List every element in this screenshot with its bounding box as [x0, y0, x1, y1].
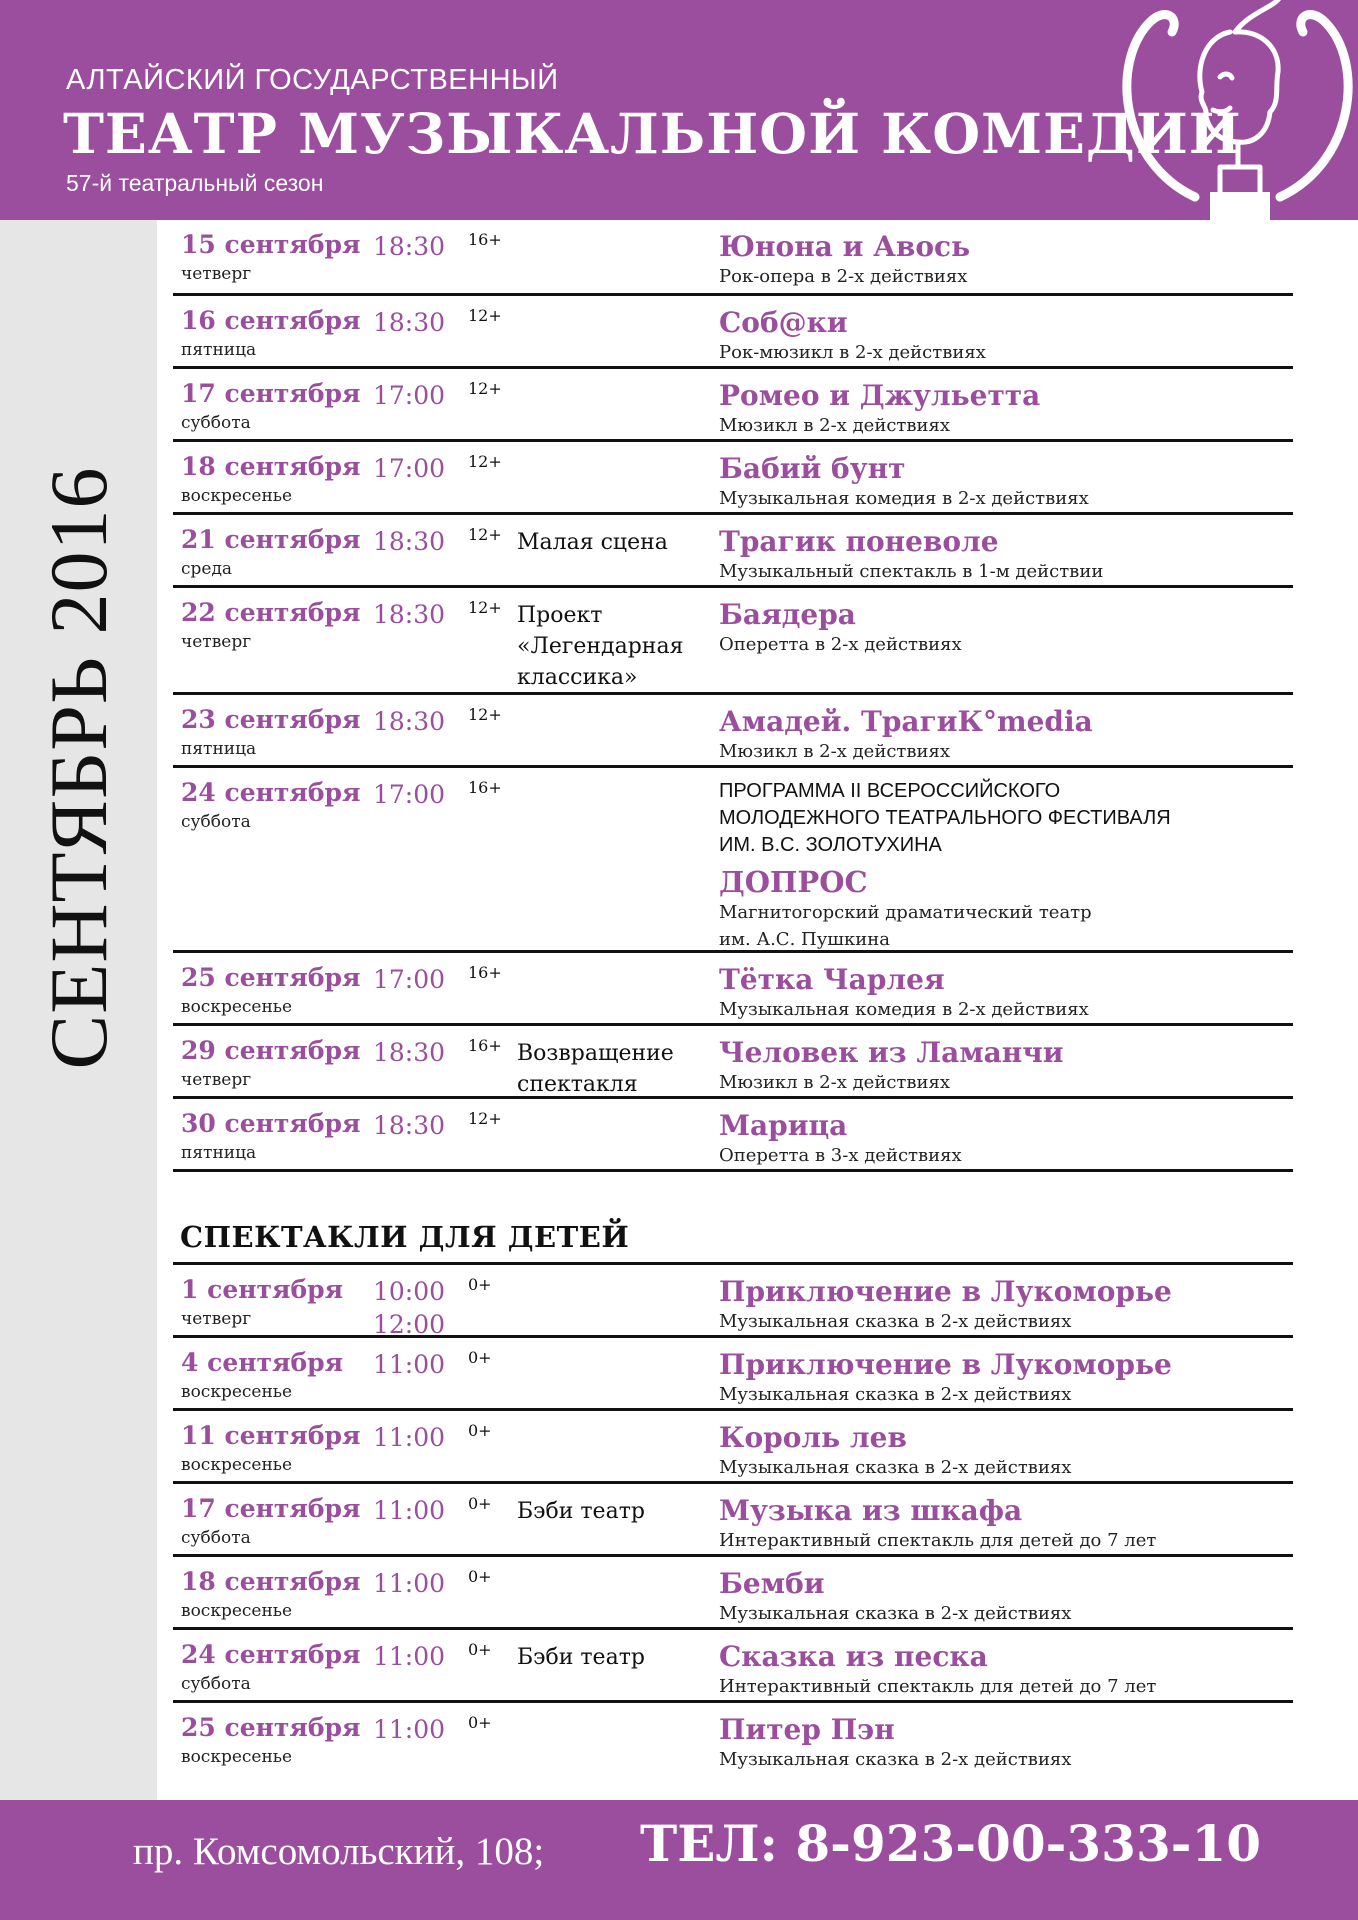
event-title: Бабий бунт [719, 452, 906, 485]
event-date: 1 сентября [181, 1275, 344, 1304]
event-date: 21 сентября [181, 525, 361, 554]
event-description: Оперетта в 3-х действиях [719, 1145, 962, 1166]
kids-event-row [173, 1338, 1293, 1411]
age-rating: 0+ [468, 1348, 492, 1367]
event-row [173, 296, 1293, 369]
event-weekday: воскресенье [181, 1382, 293, 1402]
event-weekday: четверг [181, 632, 252, 652]
event-date: 25 сентября [181, 963, 361, 992]
event-description: Музыкальная комедия в 2-х действиях [719, 488, 1089, 509]
event-description: Музыкальная сказка в 2-х действиях [719, 1311, 1072, 1332]
age-rating: 0+ [468, 1567, 492, 1586]
event-description-line2: им. А.С. Пушкина [719, 929, 891, 950]
event-row [173, 588, 1293, 695]
event-time: 11:00 [373, 1496, 446, 1525]
event-description: Мюзикл в 2-х действиях [719, 1072, 950, 1093]
event-description: Музыкальная сказка в 2-х действиях [719, 1749, 1072, 1770]
event-description: Музыкальный спектакль в 1-м действии [719, 561, 1104, 582]
program-line: ПРОГРАММА II ВСЕРОССИЙСКОГО [719, 780, 1061, 802]
age-rating: 12+ [468, 598, 502, 617]
event-venue: Бэби театр [517, 1645, 645, 1670]
age-rating: 12+ [468, 306, 502, 325]
event-title: Музыка из шкафа [719, 1494, 1023, 1527]
event-date: 17 сентября [181, 379, 361, 408]
age-rating: 12+ [468, 705, 502, 724]
event-description: Рок-мюзикл в 2-х действиях [719, 342, 986, 363]
event-row [173, 768, 1293, 953]
age-rating: 16+ [468, 230, 502, 249]
event-time: 18:30 [373, 1038, 446, 1067]
event-title: Соб@ки [719, 306, 848, 339]
event-title: Амадей. ТрагиК°media [719, 705, 1093, 738]
event-time: 18:30 [373, 232, 446, 261]
event-weekday: воскресенье [181, 1747, 293, 1767]
event-title: Тётка Чарлея [719, 963, 945, 996]
age-rating: 16+ [468, 778, 502, 797]
event-time: 11:00 [373, 1642, 446, 1671]
program-line: ИМ. В.С. ЗОЛОТУХИНА [719, 834, 942, 856]
event-date: 29 сентября [181, 1036, 361, 1065]
event-weekday: четверг [181, 264, 252, 284]
event-time: 17:00 [373, 965, 446, 994]
event-description: Оперетта в 2-х действиях [719, 634, 962, 655]
age-rating: 0+ [468, 1640, 492, 1659]
event-title: Король лев [719, 1421, 907, 1454]
event-date: 25 сентября [181, 1713, 361, 1742]
kids-event-row [173, 1484, 1293, 1557]
event-date: 30 сентября [181, 1109, 361, 1138]
theatre-subtitle: АЛТАЙСКИЙ ГОСУДАРСТВЕННЫЙ [66, 64, 559, 96]
age-rating: 0+ [468, 1494, 492, 1513]
festival-program [719, 778, 1293, 953]
event-weekday: четверг [181, 1309, 252, 1329]
month-label: СЕНТЯБРЬ 2016 [33, 466, 124, 1070]
month-sidebar [0, 220, 157, 1800]
event-title: Марица [719, 1109, 848, 1142]
event-date: 23 сентября [181, 705, 361, 734]
age-rating: 12+ [468, 1109, 502, 1128]
event-time: 17:00 [373, 780, 446, 809]
event-description: Музыкальная комедия в 2-х действиях [719, 999, 1089, 1020]
event-row [173, 695, 1293, 768]
event-time: 11:00 [373, 1715, 446, 1744]
event-description: Музыкальная сказка в 2-х действиях [719, 1457, 1072, 1478]
event-row [173, 220, 1293, 296]
event-description: Магнитогорский драматический театр [719, 902, 1092, 923]
event-time: 11:00 [373, 1423, 446, 1452]
event-time: 18:30 [373, 707, 446, 736]
event-time: 11:00 [373, 1350, 446, 1379]
event-weekday: пятница [181, 1143, 257, 1163]
season-label: 57-й театральный сезон [66, 170, 324, 196]
phone-number: ТЕЛ: 8-923-00-333-10 [640, 1814, 1262, 1873]
event-time: 18:30 [373, 600, 446, 629]
event-row [173, 442, 1293, 515]
event-date: 24 сентября [181, 1640, 361, 1669]
event-time: 18:30 [373, 1111, 446, 1140]
event-time: 18:30 [373, 308, 446, 337]
age-rating: 0+ [468, 1421, 492, 1440]
event-time: 18:30 [373, 527, 446, 556]
event-title: Питер Пэн [719, 1713, 895, 1746]
age-rating: 16+ [468, 963, 502, 982]
event-time-1: 10:00 [373, 1277, 446, 1306]
event-title: ДОПРОС [719, 865, 868, 899]
event-weekday: воскресенье [181, 1455, 293, 1475]
event-weekday: среда [181, 559, 233, 579]
event-date: 18 сентября [181, 1567, 361, 1596]
event-title: Приключение в Лукоморье [719, 1275, 1172, 1308]
lyre-mask-logo-icon [1110, 0, 1358, 220]
event-row [173, 1026, 1293, 1099]
event-title: Бемби [719, 1567, 825, 1600]
kids-event-row [173, 1411, 1293, 1484]
event-title: Трагик поневоле [719, 525, 999, 558]
event-description: Мюзикл в 2-х действиях [719, 415, 950, 436]
event-weekday: воскресенье [181, 997, 293, 1017]
event-description: Мюзикл в 2-х действиях [719, 741, 950, 762]
event-date: 17 сентября [181, 1494, 361, 1523]
event-row [173, 515, 1293, 588]
event-title: Человек из Ламанчи [719, 1036, 1064, 1069]
event-weekday: пятница [181, 739, 257, 759]
event-weekday: суббота [181, 1674, 251, 1694]
age-rating: 12+ [468, 452, 502, 471]
theatre-address: пр. Комсомольский, 108; [133, 1830, 545, 1873]
event-date: 24 сентября [181, 778, 361, 807]
age-rating: 0+ [468, 1713, 492, 1732]
event-description: Интерактивный спектакль для детей до 7 лет [719, 1530, 1157, 1551]
age-rating: 16+ [468, 1036, 502, 1055]
event-weekday: суббота [181, 1528, 251, 1548]
event-description: Музыкальная сказка в 2-х действиях [719, 1384, 1072, 1405]
event-time: 17:00 [373, 381, 446, 410]
event-date: 18 сентября [181, 452, 361, 481]
event-weekday: четверг [181, 1070, 252, 1090]
event-title: Приключение в Лукоморье [719, 1348, 1172, 1381]
kids-event-row [173, 1265, 1293, 1338]
kids-event-row [173, 1557, 1293, 1630]
event-venue: Бэби театр [517, 1499, 645, 1524]
event-venue: Возвращение спектакля [517, 1041, 674, 1097]
event-description: Музыкальная сказка в 2-х действиях [719, 1603, 1072, 1624]
event-venue: Проект «Легендарная классика» [517, 603, 684, 690]
event-time: 11:00 [373, 1569, 446, 1598]
event-title: Сказка из песка [719, 1640, 988, 1673]
event-time-2: 12:00 [373, 1310, 446, 1339]
footer-banner [0, 1800, 1358, 1920]
kids-section-heading: СПЕКТАКЛИ ДЛЯ ДЕТЕЙ [180, 1220, 630, 1254]
age-rating: 12+ [468, 379, 502, 398]
event-weekday: воскресенье [181, 486, 293, 506]
event-weekday: воскресенье [181, 1601, 293, 1621]
event-title: Баядера [719, 598, 856, 631]
event-date: 11 сентября [181, 1421, 361, 1450]
event-date: 15 сентября [181, 230, 361, 259]
event-row [173, 953, 1293, 1026]
event-weekday: суббота [181, 413, 251, 433]
kids-event-row [173, 1703, 1293, 1773]
age-rating: 12+ [468, 525, 502, 544]
header-banner [0, 0, 1358, 220]
program-line: МОЛОДЕЖНОГО ТЕАТРАЛЬНОГО ФЕСТИВАЛЯ [719, 807, 1171, 829]
event-title: Юнона и Авось [719, 230, 971, 263]
age-rating: 0+ [468, 1275, 492, 1294]
kids-event-row [173, 1630, 1293, 1703]
event-date: 4 сентября [181, 1348, 344, 1377]
event-weekday: суббота [181, 812, 251, 832]
event-description: Интерактивный спектакль для детей до 7 лет [719, 1676, 1157, 1697]
event-venue: Малая сцена [517, 530, 668, 555]
event-date: 22 сентября [181, 598, 361, 627]
event-time [373, 1275, 445, 1341]
event-time: 17:00 [373, 454, 446, 483]
event-description: Рок-опера в 2-х действиях [719, 266, 968, 287]
event-row [173, 369, 1293, 442]
event-row [173, 1099, 1293, 1172]
event-weekday: пятница [181, 340, 257, 360]
event-title: Ромео и Джульетта [719, 379, 1041, 412]
theatre-title: ТЕАТР МУЗЫКАЛЬНОЙ КОМЕДИИ [63, 101, 1242, 166]
event-date: 16 сентября [181, 306, 361, 335]
